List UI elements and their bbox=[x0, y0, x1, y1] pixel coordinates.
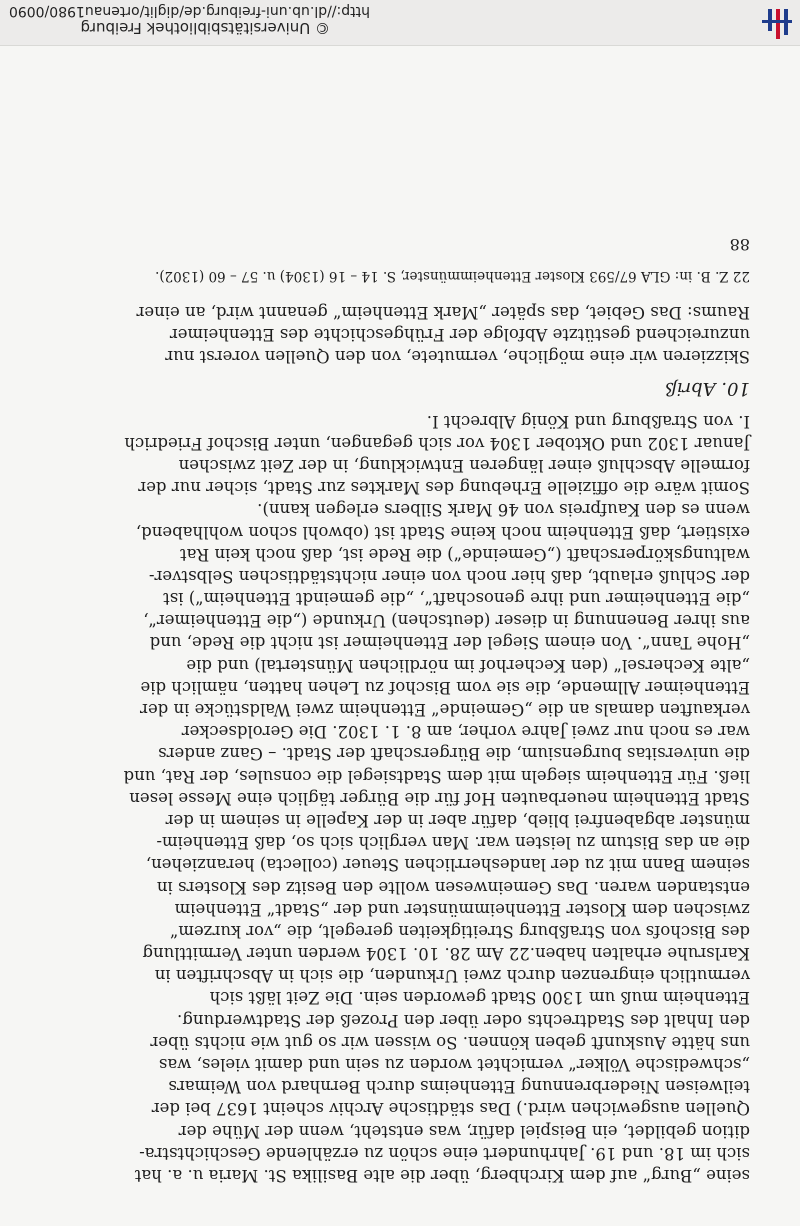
paragraph-1 bbox=[50, 1009, 750, 1187]
text-line: war es noch nur zwei Jahre vorher, am 8. 1. 1302. Die Geroldsecker bbox=[181, 722, 750, 742]
copyright-text: © Universitätsbibliothek Freiburg bbox=[80, 19, 330, 37]
text-line: Raums: Das Gebiet, das später „Mark Ettenheim“ genannt wird, an einer bbox=[136, 303, 750, 323]
text-line: existiert, daß Ettenheim noch keine Stadt ist (obwohl schon wohlhabend, bbox=[135, 522, 750, 542]
text-line: der Schluß erlaubt, daß hier noch von einer nichtstädtischen Selbstver- bbox=[148, 566, 750, 586]
text-line: verkauften damals an die „Gemeinde“ Ettenheim zwei Waldstücke in der bbox=[140, 700, 750, 720]
text-line: ließ. Für Ettenheim siegeln mit dem Stadtsiegel die consules, der Rat, und bbox=[123, 766, 750, 786]
text-line: Stadt Ettenheim neuerbauten Hof für die Bürger täglich eine Messe lesen bbox=[129, 788, 750, 808]
text-line: „schwedische Völker“ vernichtet worden zu sein und damit vieles, was bbox=[158, 1055, 750, 1075]
text-line: Januar 1302 und Oktober 1304 vor sich gegangen, unter Bischof Friedrich bbox=[124, 433, 750, 453]
text-line: münster abgabenfrei blieb, dafür aber in der Kapelle in seinem in der bbox=[165, 811, 750, 830]
text-line: seine „Burg“ auf dem Kirchberg, über die alte Basilika St. Maria u. a. hat bbox=[134, 1166, 750, 1185]
text-line: formelle Abschluß einer längeren Entwicklung, in der Zeit zwischen bbox=[178, 456, 750, 475]
text-line: I. von Straßburg und König Albrecht I. bbox=[426, 411, 750, 431]
text-line: uns hätte Auskunft geben können. So wissen wir so gut wie nichts über bbox=[150, 1032, 750, 1052]
library-header bbox=[0, 0, 800, 46]
text-line: wenn es den Kaufpreis von 46 Mark Silbers erlegen kann). bbox=[257, 500, 750, 520]
text-line: Karlsruhe erhalten haben.22 Am 28. 10. 1304 werden unter Vermittlung bbox=[142, 944, 750, 964]
paragraph-3 bbox=[50, 409, 750, 498]
text-line: die an das Bistum zu leisten war. Man verglich sich so, daß Ettenheim- bbox=[156, 833, 750, 853]
text-line: die universitas burgensium, die Bürgerschaft der Stadt. – Ganz anders bbox=[158, 744, 750, 764]
text-line: Skizzieren wir eine mögliche, vermutete, von den Quellen vorerst nur bbox=[165, 347, 750, 367]
text-line: „alte Kechersel“ (den Kecherhof im nördlichen Münstertal) und die bbox=[186, 655, 750, 675]
text-line: zwischen dem Kloster Ettenheimmünster und der „Stadt“ Ettenheim bbox=[174, 899, 750, 919]
footnote: 22 Z. B. in: GLA 67/593 Kloster Ettenheimmünster, S. 14 – 16 (1304) u. 57 – 60 (1302). bbox=[155, 267, 750, 284]
text-line: Ettenheimer Allmende, die sie vom Bischof zu Lehen hatten, nämlich die bbox=[140, 677, 750, 697]
text-line: entstanden waren. Das Gemeinwesen wollte den Besitz des Klosters in bbox=[156, 877, 750, 897]
text-line: des Bischofs von Straßburg Streitigkeiten geregelt, die „vor kurzem“ bbox=[169, 921, 750, 941]
paragraph-4 bbox=[50, 301, 750, 368]
text-line: unzureichend gestützte Abfolge der Frühgeschichte des Ettenheimer bbox=[169, 325, 750, 345]
library-logo-icon bbox=[752, 3, 792, 41]
text-line: dition gebildet, ein Beispiel dafür, was entsteht, wenn der Mühe der bbox=[178, 1121, 750, 1141]
text-line: „die Ettenheimer und ihre genoschaft“, „die gemeindt Ettenheim“) ist bbox=[163, 589, 750, 609]
text-line: Ettenheim muß um 1300 Stadt geworden sein. Die Zeit läßt sich bbox=[209, 988, 750, 1008]
text-line: waltungskörperschaft („Gemeinde“) die Rede ist, daß noch kein Rat bbox=[179, 544, 750, 564]
page-content bbox=[50, 232, 750, 1186]
text-line: den Inhalt des Stadtrechts oder über den Prozeß der Stadtwerdung. bbox=[177, 1010, 750, 1030]
text-line: aus ihrer Benennung in dieser (deutschen) Urkunde („die Ettenheimer“, bbox=[143, 611, 750, 631]
source-url[interactable]: http://dl.ub.uni-freiburg.de/diglit/ortenau1980/0090 bbox=[8, 3, 370, 19]
paragraph-2 bbox=[50, 498, 750, 1008]
text-line: seinem Bann mit zu der landesherrlichen Steuer (collecta) heranziehen, bbox=[145, 855, 750, 875]
text-line: Somit wäre die offizielle Erhebung des Marktes zur Stadt, sicher nur der bbox=[138, 478, 750, 498]
page-number: 88 bbox=[729, 234, 750, 254]
text-line: Quellen ausgewichen wird.) Das städtische Archiv scheint 1637 bei der bbox=[151, 1099, 750, 1119]
text-line: „Hohe Tann“. Von einem Siegel der Ettenheimer ist nicht die Rede, und bbox=[149, 633, 750, 653]
section-heading: 10. Abriß bbox=[664, 378, 750, 400]
text-line: vermutlich eingrenzen durch zwei Urkunden, die sich in Abschriften in bbox=[154, 966, 750, 986]
text-line: sich im 18. und 19. Jahrhundert eine schön zu erzählende Geschichtstra- bbox=[139, 1143, 750, 1163]
text-line: teilweisen Niederbrennung Ettenheims durch Bernhard von Weimars bbox=[168, 1077, 750, 1097]
